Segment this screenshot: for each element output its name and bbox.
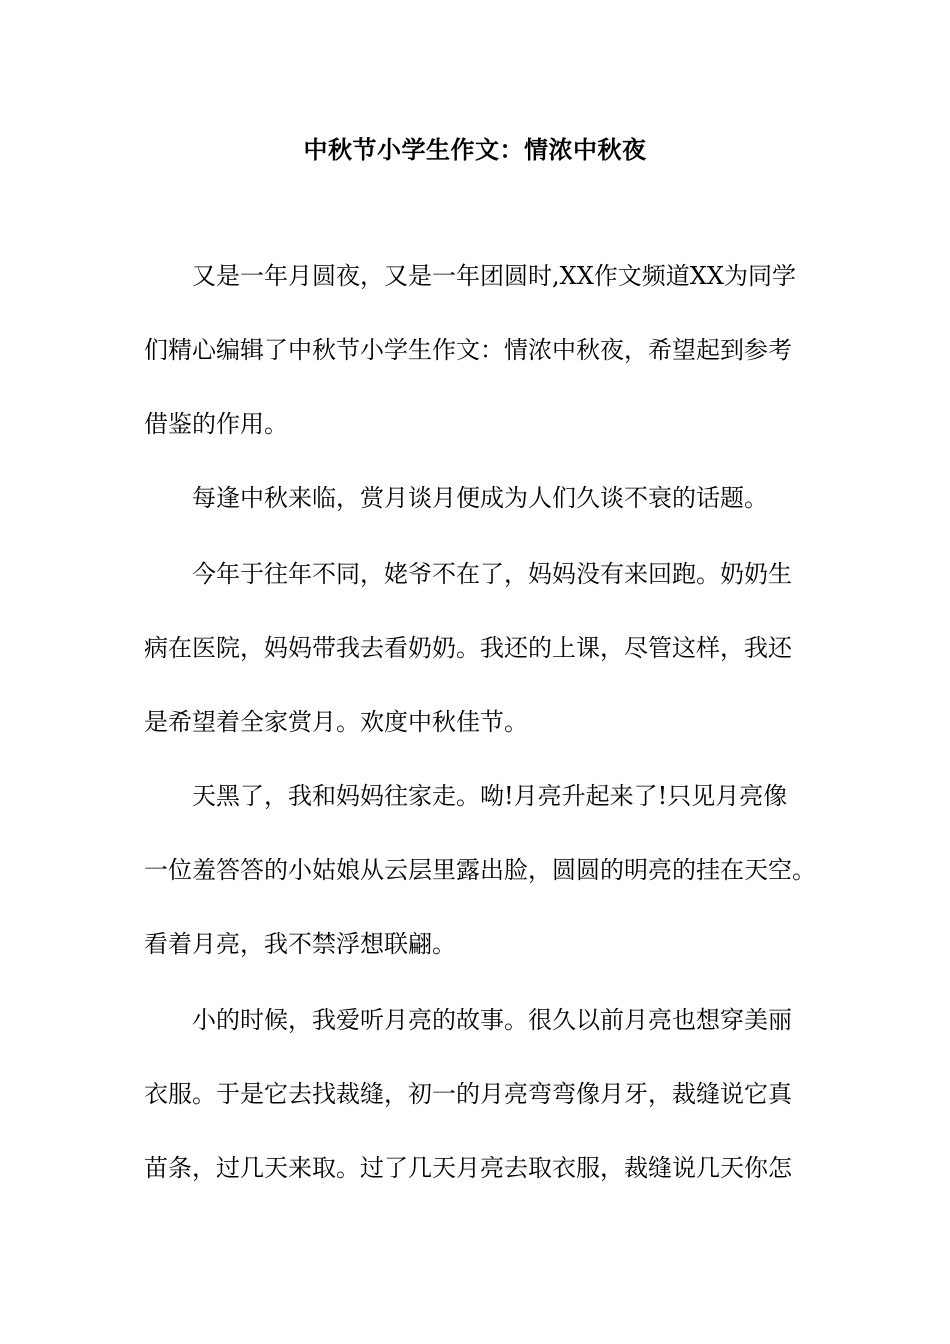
paragraph-line: 们精心编辑了中秋节小学生作文：情浓中秋夜，希望起到参考 bbox=[144, 336, 792, 364]
paragraph-line: 是希望着全家赏月。欢度中秋佳节。 bbox=[144, 708, 528, 736]
paragraph-line: 天黑了，我和妈妈往家走。呦!月亮升起来了!只见月亮像 bbox=[192, 782, 788, 810]
document-title: 中秋节小学生作文：情浓中秋夜 bbox=[303, 135, 647, 164]
paragraph-line: 苗条，过几天来取。过了几天月亮去取衣服，裁缝说几天你怎 bbox=[144, 1154, 792, 1182]
paragraph-line: 每逢中秋来临，赏月谈月便成为人们久谈不衰的话题。 bbox=[192, 484, 768, 512]
paragraph-line: 看着月亮，我不禁浮想联翩。 bbox=[144, 930, 456, 958]
paragraph-line: 又是一年月圆夜，又是一年团圆时,XX作文频道XX为同学 bbox=[192, 262, 796, 290]
paragraph-line: 小的时候，我爱听月亮的故事。很久以前月亮也想穿美丽 bbox=[192, 1006, 792, 1034]
paragraph-line: 衣服。于是它去找裁缝，初一的月亮弯弯像月牙，裁缝说它真 bbox=[144, 1080, 792, 1108]
paragraph-line: 病在医院，妈妈带我去看奶奶。我还的上课，尽管这样，我还 bbox=[144, 634, 792, 662]
paragraph-line: 一位羞答答的小姑娘从云层里露出脸，圆圆的明亮的挂在天空。 bbox=[144, 856, 816, 884]
paragraph-line: 今年于往年不同，姥爷不在了，妈妈没有来回跑。奶奶生 bbox=[192, 560, 792, 588]
paragraph-line: 借鉴的作用。 bbox=[144, 410, 288, 438]
